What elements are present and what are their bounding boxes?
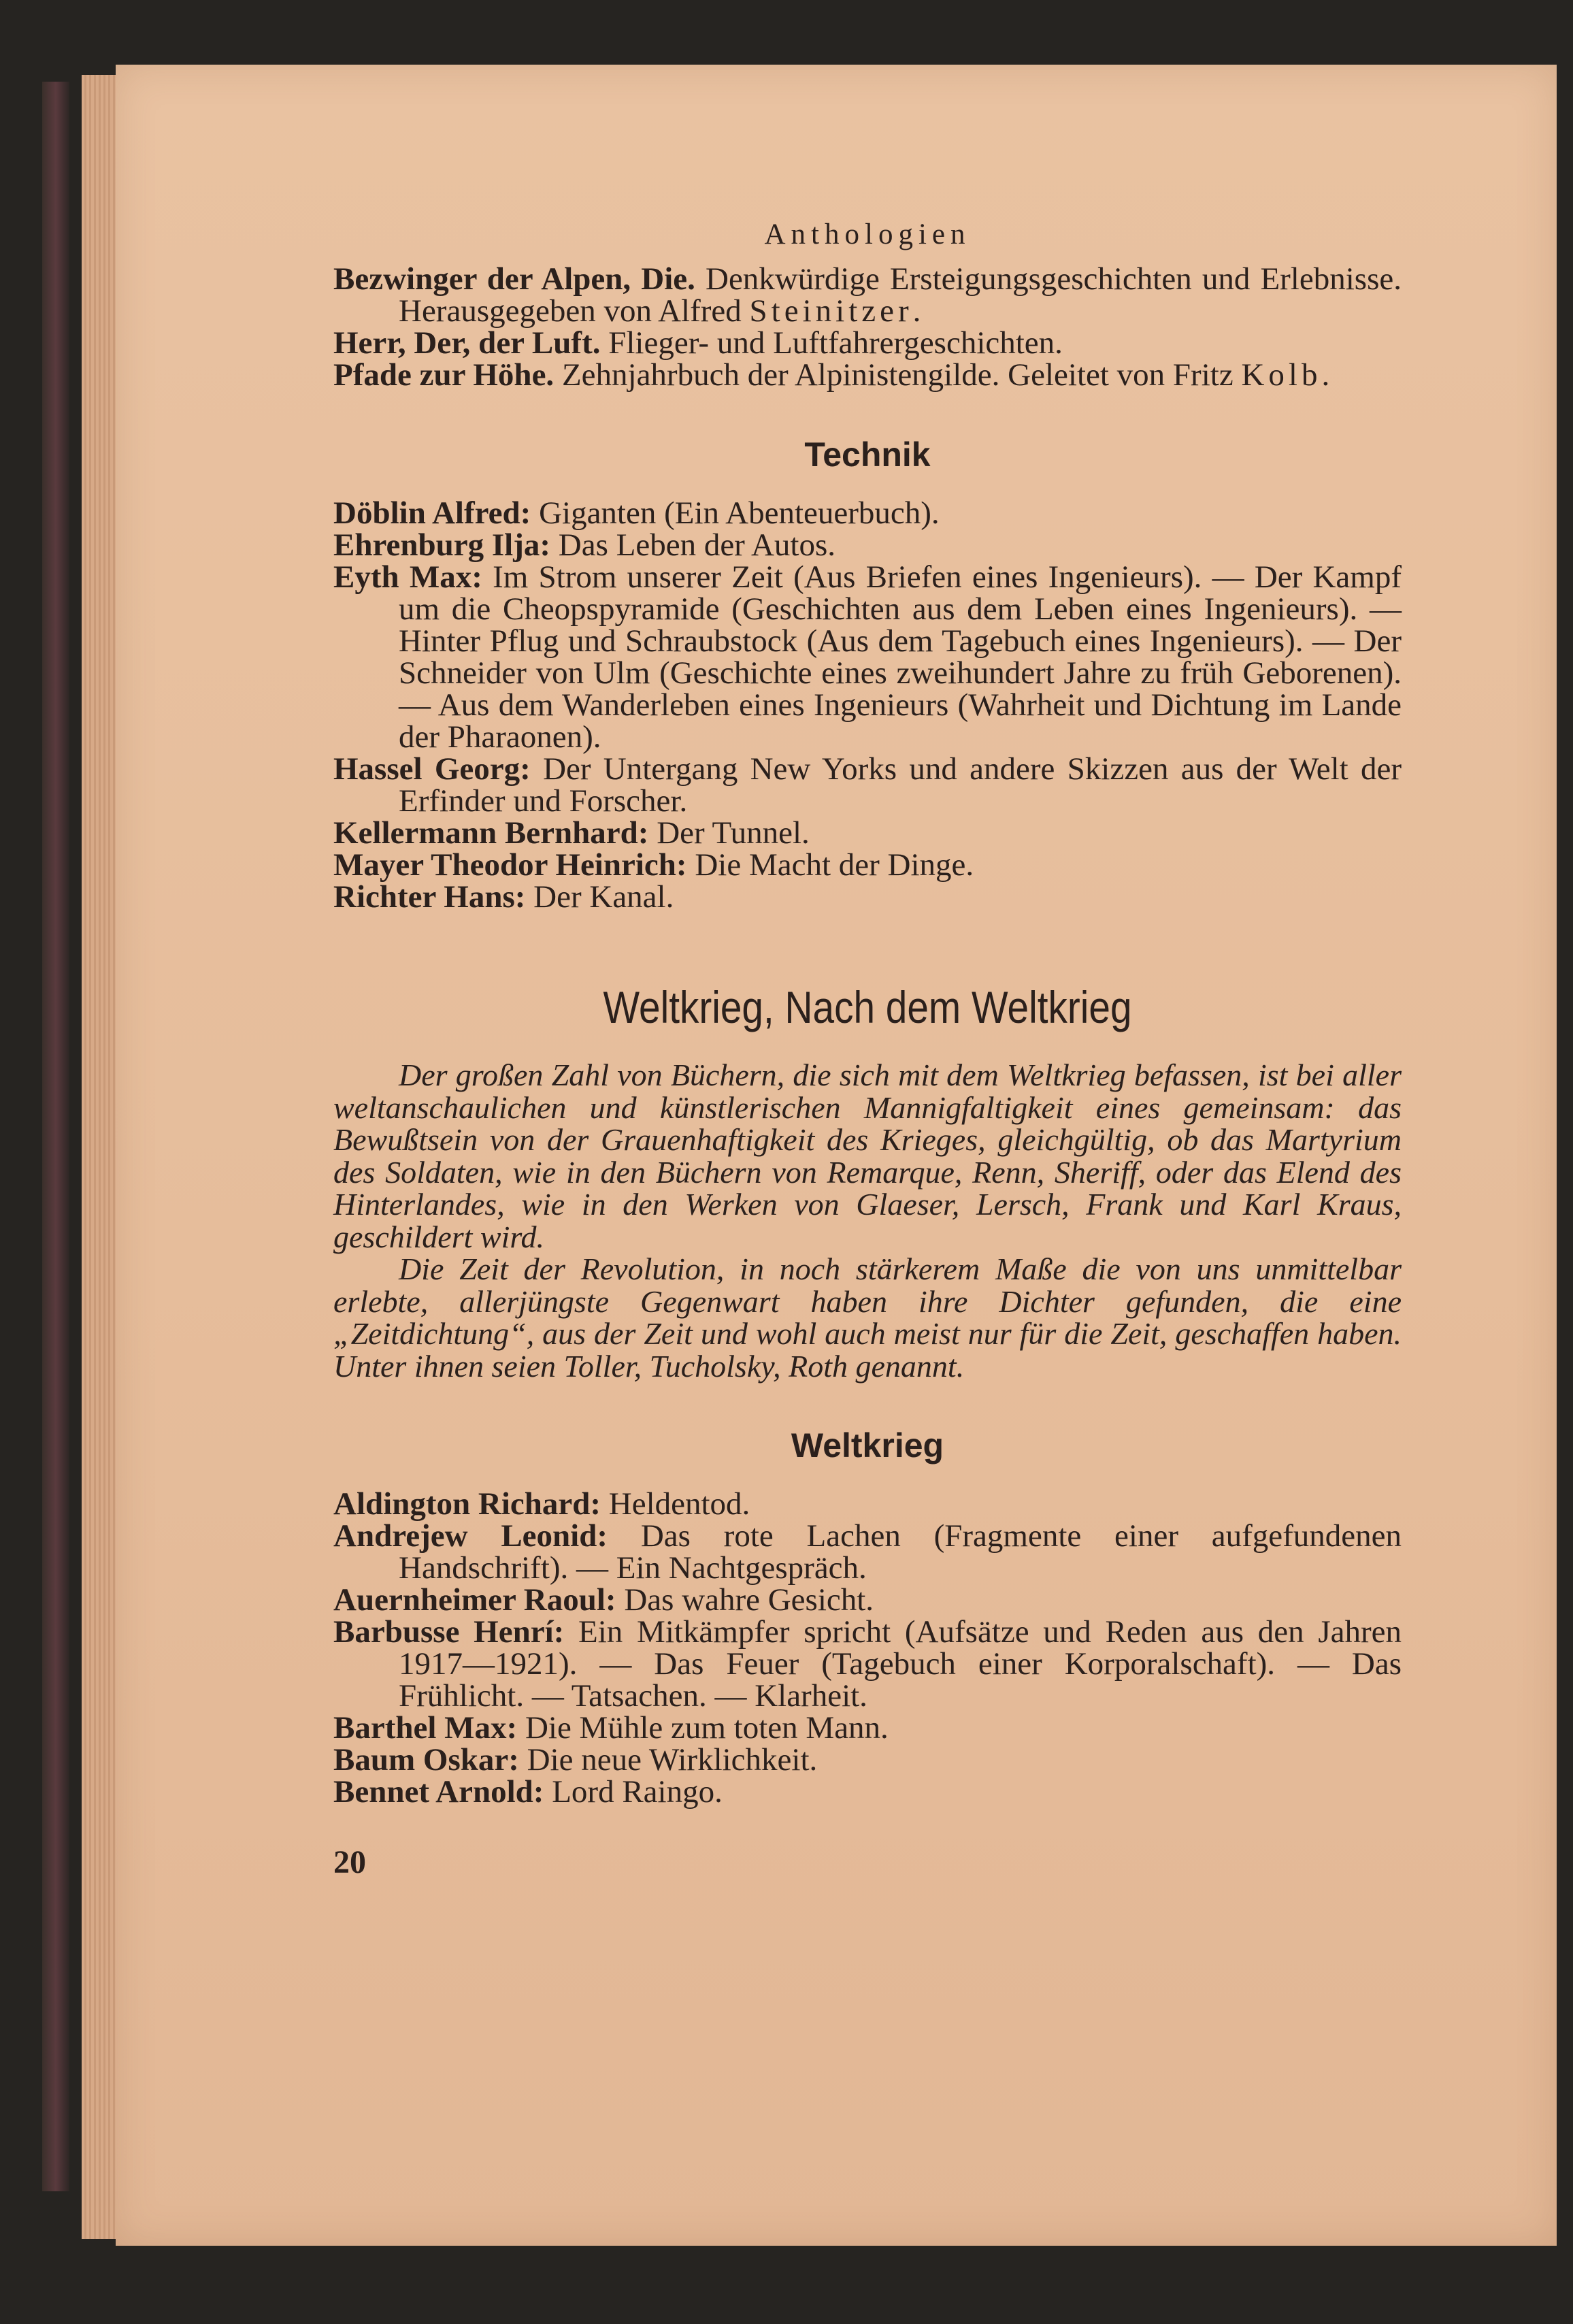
list-entry: [333, 1488, 1402, 1520]
entry-text: Das rote Lachen (Fragmente einer aufgefundenen Handschrift). — Ein Nachtgespräch.: [399, 1518, 1402, 1586]
section-heading-weltkrieg-nach-dem-weltkrieg: Weltkrieg, Nach dem Weltkrieg: [603, 982, 1132, 1032]
entry-author: Döblin Alfred:: [333, 495, 531, 531]
list-entry: [333, 817, 1402, 849]
list-entry: [333, 497, 1402, 529]
entry-text: Zehnjahrbuch der Alpinistengilde. Geleitet von Fritz: [554, 357, 1242, 393]
section-heading-weltkrieg: Weltkrieg: [791, 1426, 944, 1464]
entry-text: Flieger- und Luftfahrergeschichten.: [600, 325, 1063, 361]
list-entry: [333, 1776, 1402, 1808]
list-entry: [333, 529, 1402, 561]
entry-text: Das Leben der Autos.: [550, 527, 836, 563]
entry-author: Auernheimer Raoul:: [333, 1582, 616, 1618]
entry-text: Im Strom unserer Zeit (Aus Briefen eines Ingenieurs). — Der Kampf um die Cheopspyramide (Geschichten aus dem Leben eines Ingenieurs). — Hinter Pflug und Schraubstock (Aus dem Tagebuch eines Ingenieurs). — Der Schneider von Ulm (Geschichte eines zweihundert Jahre zu früh Geborenen). — Aus dem Wanderleben eines Ingenieurs (Wahrheit und Dichtung im Lande der Pharaonen).: [399, 559, 1402, 755]
entry-author: Andrejew Leonid:: [333, 1518, 608, 1554]
entry-text: Giganten (Ein Abenteuerbuch).: [531, 495, 940, 531]
entry-text: Der Kanal.: [525, 879, 674, 915]
entry-author: Baum Oskar:: [333, 1742, 519, 1778]
entry-author: Richter Hans:: [333, 879, 526, 915]
entry-text: Das wahre Gesicht.: [616, 1582, 874, 1618]
entry-title: Pfade zur Höhe.: [333, 357, 554, 393]
entry-text: Die neue Wirklichkeit.: [518, 1742, 818, 1778]
entry-author: Barbusse Henrí:: [333, 1614, 565, 1650]
entry-text: Der Untergang New Yorks und andere Skizzen aus der Welt der Erfinder und Forscher.: [399, 751, 1402, 819]
entry-tail: .: [912, 293, 921, 329]
entry-text: Ein Mitkämpfer spricht (Aufsätze und Reden aus den Jahren 1917—1921). — Das Feuer (Tagebuch einer Korporalschaft). — Das Frühlicht. — Tatsachen. — Klarheit.: [399, 1614, 1402, 1714]
entry-title: Bezwinger der Alpen, Die.: [333, 261, 695, 297]
entry-author: Aldington Richard:: [333, 1486, 601, 1522]
list-entry: [333, 753, 1402, 817]
intro-text: [333, 1059, 1402, 1382]
anthology-list: [333, 263, 1402, 391]
list-entry: [333, 1520, 1402, 1584]
spaced-name: Steinitzer: [749, 293, 913, 329]
entry-text: Die Macht der Dinge.: [686, 847, 974, 883]
entry-author: Eyth Max:: [333, 559, 482, 595]
page-number: 20: [333, 1844, 366, 1880]
list-entry: [333, 1616, 1402, 1712]
entry-title: Herr, Der, der Luft.: [333, 325, 601, 361]
list-entry: [333, 1584, 1402, 1616]
list-entry: [333, 359, 1402, 391]
intro-paragraph: Der großen Zahl von Büchern, die sich mit dem Weltkrieg befassen, ist bei aller weltanschaulichen und künstlerischen Mannigfaltigkeit eines gemeinsam: das Bewußtsein von der Grauenhaftigkeit des Krieges, gleichgültig, ob das Martyrium des Soldaten, wie in den Büchern von Remarque, Renn, Sheriff, oder das Elend des Hinterlandes, wie in den Werken von Glaeser, Lersch, Frank und Karl Kraus, geschildert wird.: [333, 1058, 1402, 1254]
entry-author: Hassel Georg:: [333, 751, 531, 787]
entry-author: Ehrenburg Ilja:: [333, 527, 551, 563]
list-entry: [333, 1744, 1402, 1776]
intro-paragraph: Die Zeit der Revolution, in noch stärkerem Maße die von uns unmittelbar erlebte, allerjüngste Gegenwart haben ihre Dichter gefunden, die eine „Zeitdichtung“, aus der Zeit und wohl auch meist nur für die Zeit, geschaffen haben. Unter ihnen seien Toller, Tucholsky, Roth genannt.: [333, 1251, 1402, 1384]
list-entry: [333, 327, 1402, 359]
entry-text: Die Mühle zum toten Mann.: [517, 1710, 889, 1746]
technik-list: [333, 497, 1402, 913]
list-entry: [333, 561, 1402, 753]
entry-text: Heldentod.: [601, 1486, 750, 1522]
entry-author: Mayer Theodor Heinrich:: [333, 847, 687, 883]
entry-author: Kellermann Bernhard:: [333, 815, 649, 851]
section-heading-technik: Technik: [804, 436, 931, 474]
entry-text: Der Tunnel.: [648, 815, 810, 851]
list-entry: [333, 263, 1402, 327]
running-head: Anthologien: [764, 218, 971, 250]
list-entry: [333, 881, 1402, 913]
entry-text: Lord Raingo.: [544, 1774, 723, 1810]
entry-author: Bennet Arnold:: [333, 1774, 544, 1810]
entry-text: Denkwürdige Ersteigungsgeschichten und Erlebnisse. Herausgegeben von Alfred: [399, 261, 1402, 329]
entry-author: Barthel Max:: [333, 1710, 518, 1746]
spaced-name: Kolb: [1241, 357, 1322, 393]
list-entry: [333, 849, 1402, 881]
list-entry: [333, 1712, 1402, 1744]
page-content: [333, 218, 1402, 1881]
book-spine: [42, 82, 69, 2191]
weltkrieg-list: [333, 1488, 1402, 1808]
entry-tail: .: [1321, 357, 1330, 393]
